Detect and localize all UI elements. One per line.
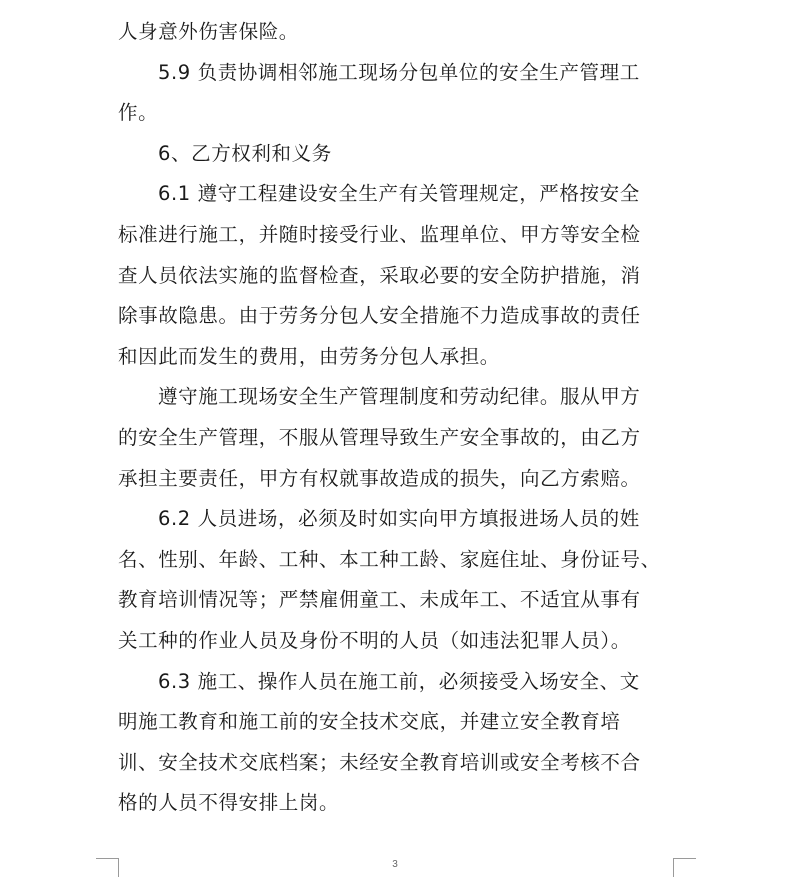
text-line: 作。 [118, 101, 159, 125]
text-line: 格的人员不得安排上岗。 [118, 791, 340, 815]
clause-6-2-heading-line: 6.2 人员进场，必须及时如实向甲方填报进场人员的姓 [158, 507, 640, 531]
paragraph-first-line: 遵守施工现场安全生产管理制度和劳动纪律。服从甲方 [158, 385, 641, 409]
text-line: 除事故隐患。由于劳务分包人安全措施不力造成事故的责任 [118, 304, 641, 328]
clause-5-9-heading-line: 5.9 负责协调相邻施工现场分包单位的安全生产管理工 [158, 60, 640, 84]
clause-6-3-heading-line: 6.3 施工、操作人员在施工前，必须接受入场安全、文 [158, 669, 640, 693]
text-line: 和因此而发生的费用，由劳务分包人承担。 [118, 344, 500, 368]
clause-6-1-heading-line: 6.1 遵守工程建设安全生产有关管理规定，严格按安全 [158, 182, 640, 206]
page-corner-mark-right [673, 858, 696, 877]
text-line: 的安全生产管理，不服从管理导致生产安全事故的，由乙方 [118, 425, 641, 449]
text-line: 名、性别、年龄、工种、本工种工龄、家庭住址、身份证号、 [118, 547, 661, 571]
text-line: 关工种的作业人员及身份不明的人员（如违法犯罪人员）。 [118, 628, 631, 652]
text-line: 训、安全技术交底档案；未经安全教育培训或安全考核不合 [118, 750, 641, 774]
text-line: 明施工教育和施工前的安全技术交底，并建立安全教育培 [118, 710, 621, 734]
section-6-heading: 6、乙方权利和义务 [158, 141, 332, 165]
text-line: 人身意外伤害保险。 [118, 20, 299, 43]
text-line: 标准进行施工，并随时接受行业、监理单位、甲方等安全检 [118, 222, 641, 246]
document-body [118, 12, 678, 824]
text-line: 承担主要责任，甲方有权就事故造成的损失，向乙方索赔。 [118, 466, 641, 490]
page-corner-mark-left [96, 858, 119, 877]
text-line: 教育培训情况等；严禁雇佣童工、未成年工、不适宜从事有 [118, 588, 641, 612]
page-number: 3 [392, 859, 398, 870]
text-line: 查人员依法实施的监督检查，采取必要的安全防护措施，消 [118, 263, 641, 287]
